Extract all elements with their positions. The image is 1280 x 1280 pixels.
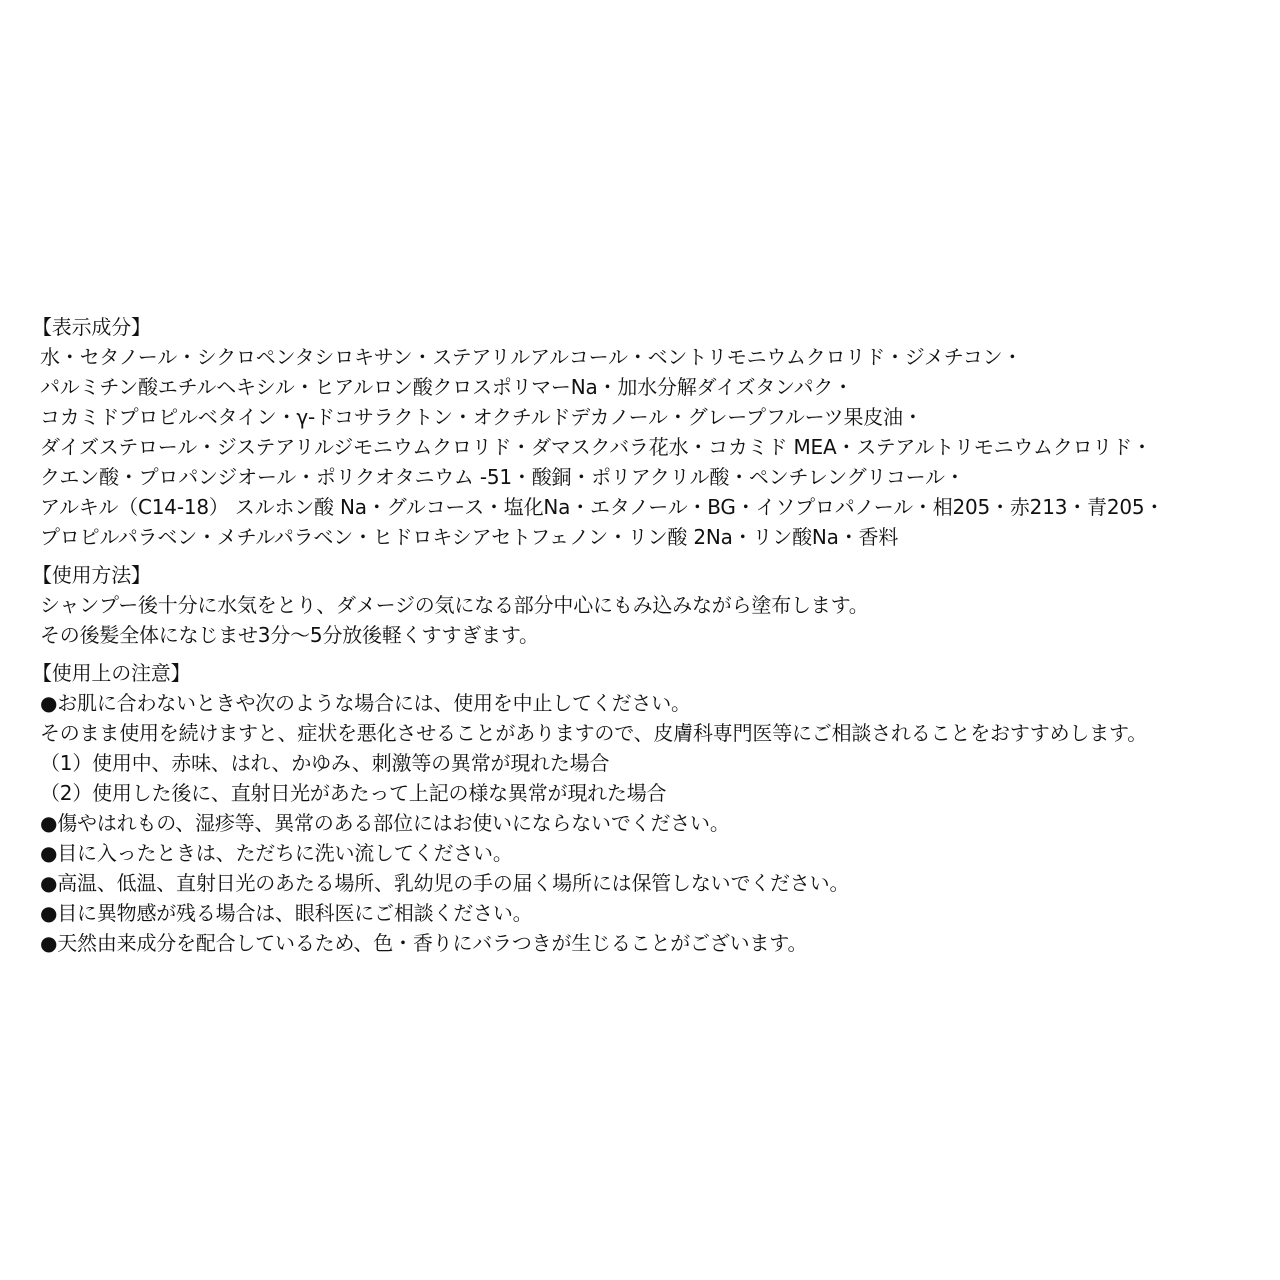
- precaution-line: ●お肌に合わないときや次のような場合には、使用を中止してください。: [40, 691, 691, 715]
- ingredients-line: 水・セタノール・シクロペンタシロキサン・ステアリルアルコール・ベントリモニウムクロリド・ジメチコン・: [40, 345, 1023, 369]
- ingredients-line: アルキル（C14-18） スルホン酸 Na・グルコース・塩化Na・エタノール・BG・イソプロパノール・相205・赤213・青205・: [40, 495, 1165, 519]
- precaution-line: ●傷やはれもの、湿疹等、異常のある部位にはお使いにならないでください。: [40, 811, 730, 835]
- usage-line: シャンプー後十分に水気をとり、ダメージの気になる部分中心にもみ込みながら塗布します。: [40, 593, 869, 617]
- precaution-line: ●目に異物感が残る場合は、眼科医にご相談ください。: [40, 901, 533, 925]
- precautions-heading: 【使用上の注意】: [32, 661, 191, 685]
- precaution-line: ●目に入ったときは、ただちに洗い流してください。: [40, 841, 513, 865]
- precaution-line: （1）使用中、赤味、はれ、かゆみ、刺激等の異常が現れた場合: [40, 751, 610, 775]
- usage-section: [32, 560, 1270, 650]
- ingredients-line: パルミチン酸エチルヘキシル・ヒアルロン酸クロスポリマーNa・加水分解ダイズタンパク・: [40, 375, 853, 399]
- ingredients-line: ダイズステロール・ジステアリルジモニウムクロリド・ダマスクバラ花水・コカミド MEA・ステアルトリモニウムクロリド・: [40, 435, 1152, 459]
- ingredients-line: クエン酸・プロパンジオール・ポリクオタニウム -51・酸銅・ポリアクリル酸・ペンチレングリコール・: [40, 465, 965, 489]
- ingredients-heading: 【表示成分】: [32, 315, 151, 339]
- usage-heading: 【使用方法】: [32, 563, 151, 587]
- precaution-line: ●天然由来成分を配合しているため、色・香りにバラつきが生じることがございます。: [40, 931, 808, 955]
- ingredients-line: プロピルパラベン・メチルパラベン・ヒドロキシアセトフェノン・リン酸 2Na・リン酸Na・香料: [40, 525, 899, 549]
- product-info-document: [32, 312, 1270, 958]
- precaution-line: （2）使用した後に、直射日光があたって上記の様な異常が現れた場合: [40, 781, 667, 805]
- precautions-section: [32, 658, 1270, 958]
- precaution-line: そのまま使用を続けますと、症状を悪化させることがありますので、皮膚科専門医等にご相談されることをおすすめします。: [40, 721, 1147, 745]
- precaution-line: ●高温、低温、直射日光のあたる場所、乳幼児の手の届く場所には保管しないでください。: [40, 871, 850, 895]
- ingredients-line: コカミドプロピルベタイン・γ-ドコサラクトン・オクチルドデカノール・グレープフルーツ果皮油・: [40, 405, 923, 429]
- ingredients-section: [32, 312, 1270, 552]
- usage-line: その後髪全体になじませ3分～5分放後軽くすすぎます。: [40, 623, 539, 647]
